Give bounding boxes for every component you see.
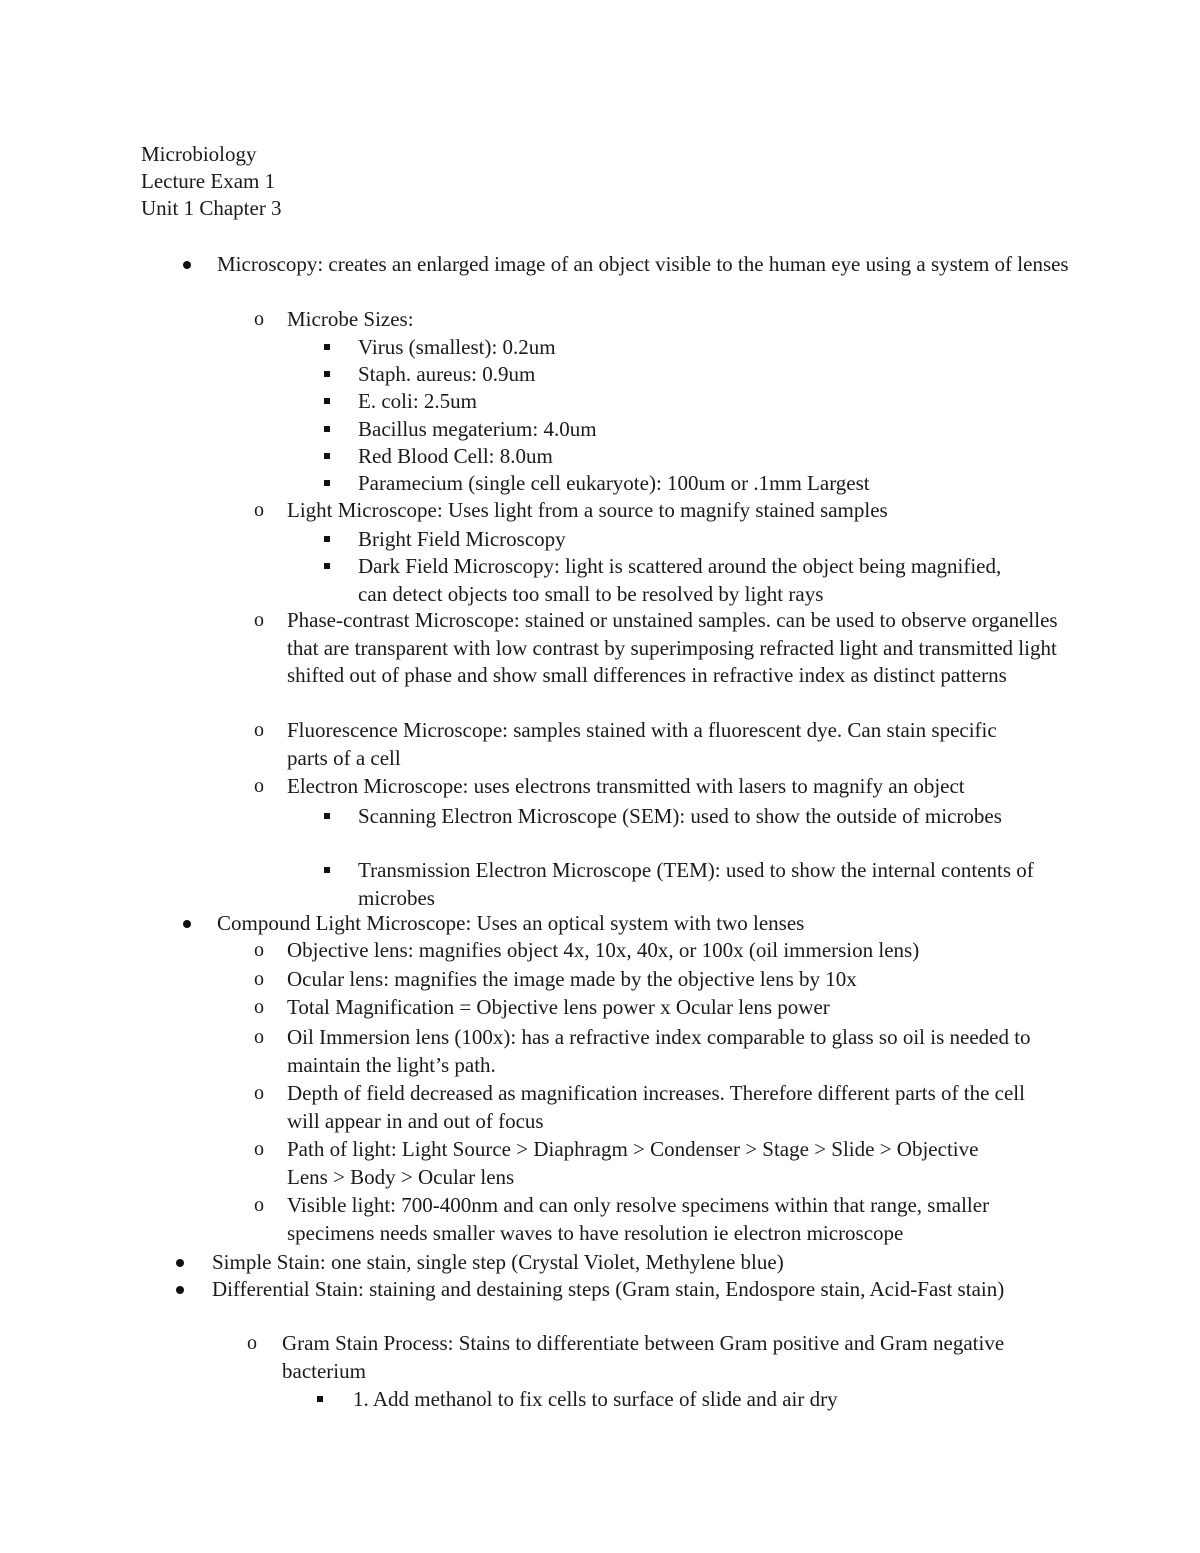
square-bullet-icon bbox=[324, 443, 330, 459]
sub-bullet-item bbox=[254, 937, 1077, 965]
bullet-text: Path of light: Light Source > Diaphragm > Condenser > Stage > Slide > Objective Lens > Body > Ocular lens bbox=[287, 1137, 979, 1189]
bullet-text: 1. Add methanol to fix cells to surface of slide and air dry bbox=[353, 1387, 838, 1411]
sub-sub-bullet-item bbox=[358, 388, 1058, 416]
circle-bullet-icon: o bbox=[254, 609, 264, 631]
sub-bullet-item bbox=[247, 1330, 1022, 1385]
sub-sub-bullet-item bbox=[358, 553, 1018, 608]
bullet-text: Phase-contrast Microscope: stained or unstained samples. can be used to observe organelles that are transparent with low contrast by superimposing refracted light and transmitted light shifted out of phase and show small differences in refractive index as distinct patterns bbox=[287, 608, 1058, 687]
bullet-text: Bacillus megaterium: 4.0um bbox=[358, 417, 597, 441]
bullet-text: Differential Stain: staining and destaining steps (Gram stain, Endospore stain, Acid-Fast stain) bbox=[212, 1277, 1005, 1301]
bullet-text: Electron Microscope: uses electrons transmitted with lasers to magnify an object bbox=[287, 774, 965, 798]
bullet-text: Total Magnification = Objective lens power x Ocular lens power bbox=[287, 995, 830, 1019]
sub-bullet-item bbox=[254, 1024, 1047, 1079]
square-bullet-icon bbox=[324, 526, 330, 542]
bullet-dot-icon bbox=[183, 251, 191, 269]
circle-bullet-icon: o bbox=[254, 775, 264, 797]
sub-bullet-item bbox=[254, 497, 1077, 525]
circle-bullet-icon: o bbox=[247, 1332, 257, 1354]
circle-bullet-icon: o bbox=[254, 1194, 264, 1216]
sub-sub-bullet-item bbox=[358, 526, 1058, 554]
bullet-text: Visible light: 700-400nm and can only resolve specimens within that range, smaller specimens needs smaller waves to have resolution ie electron microscope bbox=[287, 1193, 990, 1245]
sub-bullet-item bbox=[254, 994, 1077, 1022]
sub-bullet-item bbox=[254, 1080, 1057, 1135]
bullet-dot-icon bbox=[176, 1249, 184, 1267]
bullet-text: Oil Immersion lens (100x): has a refractive index comparable to glass so oil is needed to maintain the light’s path. bbox=[287, 1025, 1031, 1077]
circle-bullet-icon: o bbox=[254, 1082, 264, 1104]
bullet-text: Staph. aureus: 0.9um bbox=[358, 362, 536, 386]
sub-sub-bullet-item bbox=[358, 334, 1058, 362]
bullet-item bbox=[212, 1276, 1062, 1304]
document-header bbox=[141, 141, 282, 222]
bullet-text: Objective lens: magnifies object 4x, 10x, 40x, or 100x (oil immersion lens) bbox=[287, 938, 920, 962]
bullet-item bbox=[217, 251, 1077, 279]
sub-sub-bullet-item bbox=[358, 416, 1058, 444]
sub-sub-bullet-item bbox=[358, 443, 1058, 471]
bullet-text: Transmission Electron Microscope (TEM): used to show the internal contents of microbes bbox=[358, 858, 1034, 910]
circle-bullet-icon: o bbox=[254, 1138, 264, 1160]
square-bullet-icon bbox=[324, 361, 330, 377]
sub-bullet-item bbox=[254, 1136, 987, 1191]
bullet-text: Gram Stain Process: Stains to differentiate between Gram positive and Gram negative bacterium bbox=[282, 1331, 1005, 1383]
bullet-text: Microbe Sizes: bbox=[287, 307, 414, 331]
sub-bullet-item bbox=[254, 607, 1077, 690]
square-bullet-icon bbox=[324, 416, 330, 432]
sub-bullet-item bbox=[254, 1192, 1077, 1247]
bullet-item bbox=[212, 1249, 1072, 1277]
bullet-text: Depth of field decreased as magnification increases. Therefore different parts of the cell will appear in and out of focus bbox=[287, 1081, 1025, 1133]
bullet-item bbox=[217, 910, 1077, 938]
bullet-dot-icon bbox=[183, 910, 191, 928]
sub-bullet-item bbox=[254, 773, 1077, 801]
circle-bullet-icon: o bbox=[254, 719, 264, 741]
circle-bullet-icon: o bbox=[254, 968, 264, 990]
bullet-text: Red Blood Cell: 8.0um bbox=[358, 444, 553, 468]
bullet-dot-icon bbox=[176, 1276, 184, 1294]
circle-bullet-icon: o bbox=[254, 939, 264, 961]
square-bullet-icon bbox=[324, 470, 330, 486]
circle-bullet-icon: o bbox=[254, 308, 264, 330]
unit-title: Unit 1 Chapter 3 bbox=[141, 196, 282, 220]
square-bullet-icon bbox=[317, 1386, 323, 1402]
exam-title: Lecture Exam 1 bbox=[141, 169, 276, 193]
course-title: Microbiology bbox=[141, 142, 257, 166]
bullet-text: E. coli: 2.5um bbox=[358, 389, 477, 413]
square-bullet-icon bbox=[324, 553, 330, 569]
sub-sub-bullet-item bbox=[358, 361, 1058, 389]
bullet-text: Microscopy: creates an enlarged image of an object visible to the human eye using a system of lenses bbox=[217, 252, 1069, 276]
bullet-text: Bright Field Microscopy bbox=[358, 527, 566, 551]
square-bullet-icon bbox=[324, 803, 330, 819]
sub-bullet-item bbox=[254, 306, 1077, 334]
sub-sub-bullet-item bbox=[353, 1386, 1053, 1414]
bullet-text: Fluorescence Microscope: samples stained with a fluorescent dye. Can stain specific parts of a cell bbox=[287, 718, 997, 770]
circle-bullet-icon: o bbox=[254, 996, 264, 1018]
sub-sub-bullet-item bbox=[358, 470, 1058, 498]
bullet-text: Scanning Electron Microscope (SEM): used to show the outside of microbes bbox=[358, 804, 1002, 828]
sub-sub-bullet-item bbox=[358, 857, 1038, 912]
bullet-text: Dark Field Microscopy: light is scattered around the object being magnified, can detect objects too small to be resolved by light rays bbox=[358, 554, 1002, 606]
bullet-text: Compound Light Microscope: Uses an optical system with two lenses bbox=[217, 911, 805, 935]
sub-bullet-item bbox=[254, 966, 1077, 994]
bullet-text: Light Microscope: Uses light from a source to magnify stained samples bbox=[287, 498, 888, 522]
sub-bullet-item bbox=[254, 717, 1027, 772]
sub-sub-bullet-item bbox=[358, 803, 1018, 831]
bullet-text: Simple Stain: one stain, single step (Crystal Violet, Methylene blue) bbox=[212, 1250, 784, 1274]
square-bullet-icon bbox=[324, 334, 330, 350]
bullet-text: Virus (smallest): 0.2um bbox=[358, 335, 556, 359]
square-bullet-icon bbox=[324, 857, 330, 873]
square-bullet-icon bbox=[324, 388, 330, 404]
circle-bullet-icon: o bbox=[254, 1026, 264, 1048]
circle-bullet-icon: o bbox=[254, 499, 264, 521]
bullet-text: Paramecium (single cell eukaryote): 100um or .1mm Largest bbox=[358, 471, 870, 495]
bullet-text: Ocular lens: magnifies the image made by the objective lens by 10x bbox=[287, 967, 857, 991]
